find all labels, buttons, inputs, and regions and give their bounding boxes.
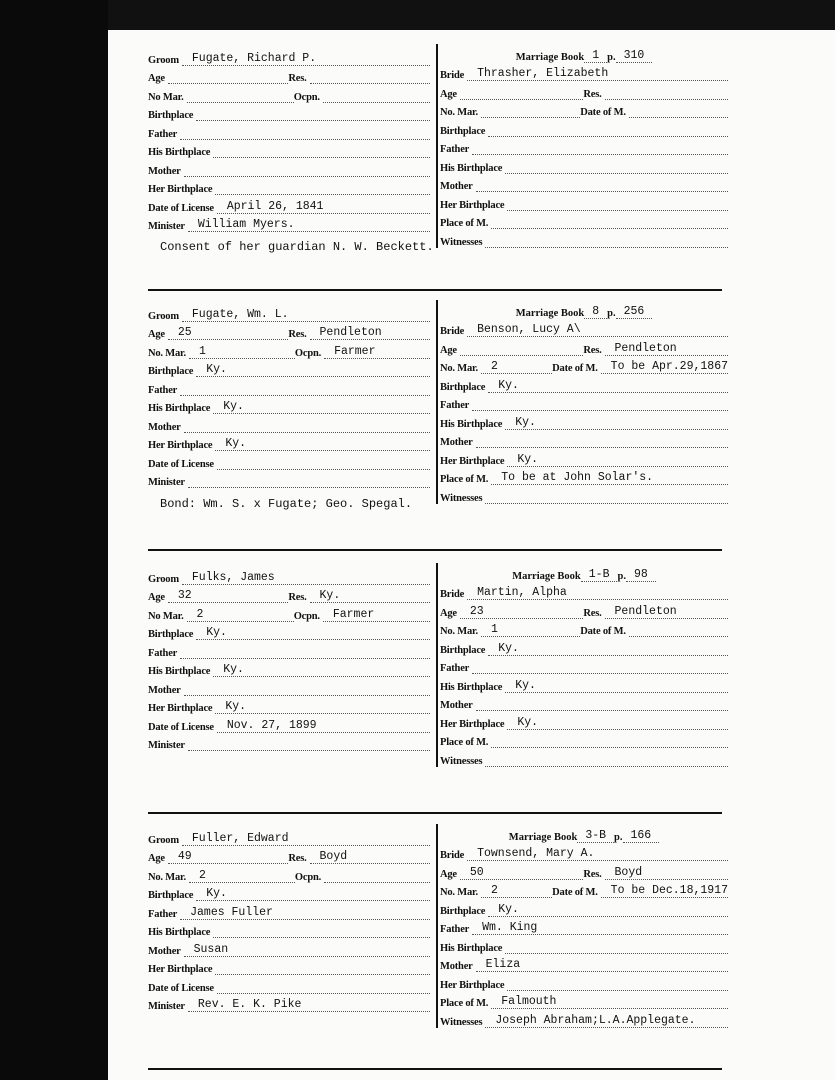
field-label: Ocpn. <box>293 91 320 103</box>
field-label: Father <box>440 663 470 674</box>
field-label: Birthplace <box>440 905 486 917</box>
page-number: 256 <box>616 305 653 319</box>
field-label: Res. <box>288 73 307 84</box>
field-value <box>188 750 430 751</box>
field-value <box>485 247 728 248</box>
form-field-row <box>148 414 430 433</box>
form-field-row <box>440 448 728 467</box>
field-label: Res. <box>288 592 307 603</box>
field-label: Mother <box>440 181 473 192</box>
field-value: 50 <box>460 867 583 880</box>
field-label: Father <box>148 128 178 140</box>
field-label: Place of M. <box>440 218 489 229</box>
field-label: Date of M. <box>552 363 598 374</box>
field-label: Date of M. <box>580 107 626 118</box>
field-value: 2 <box>187 609 294 622</box>
field-label: His Birthplace <box>440 418 503 430</box>
field-label: Groom <box>148 54 179 66</box>
column-divider <box>436 563 438 767</box>
page-label: p. <box>614 831 623 843</box>
form-field-row <box>440 954 728 973</box>
field-value: Ky. <box>505 680 728 693</box>
form-field-row <box>440 600 728 619</box>
field-value: Ky. <box>488 904 728 917</box>
bride-section <box>440 44 728 248</box>
field-value: Fuller, Edward <box>182 833 430 846</box>
field-label: Groom <box>148 573 179 585</box>
field-label: Date of License <box>148 202 214 214</box>
form-field-row <box>148 433 430 452</box>
field-label: Her Birthplace <box>440 199 505 211</box>
form-field-row <box>148 303 430 322</box>
field-value: Townsend, Mary A. <box>467 848 728 861</box>
field-value: 25 <box>168 327 288 340</box>
field-value: Ky. <box>507 717 728 730</box>
field-label: Age <box>440 344 457 356</box>
field-value: Joseph Abraham;L.A.Applegate. <box>485 1015 728 1028</box>
field-label: Age <box>440 607 457 619</box>
page-number: 166 <box>623 829 660 843</box>
field-label: Res. <box>583 868 602 880</box>
column-divider <box>436 300 438 504</box>
field-value: Ky. <box>505 417 728 430</box>
field-label: Date of M. <box>552 887 598 898</box>
field-label: Father <box>440 144 470 155</box>
field-label: Place of M. <box>440 998 489 1009</box>
field-value: Thrasher, Elizabeth <box>467 68 728 81</box>
field-label: Age <box>148 73 165 84</box>
form-field-row <box>440 674 728 693</box>
form-field-row <box>148 883 430 902</box>
column-divider <box>436 824 438 1028</box>
field-value: 2 <box>189 870 295 883</box>
field-label: Date of License <box>148 721 214 733</box>
field-label: Age <box>440 88 457 100</box>
form-field-row <box>440 155 728 174</box>
field-value <box>485 766 728 767</box>
field-label: His Birthplace <box>440 942 503 954</box>
form-field-row <box>148 846 430 865</box>
field-value: 2 <box>481 885 552 898</box>
form-field-row <box>148 359 430 378</box>
form-field-row <box>148 377 430 396</box>
form-field-row <box>148 920 430 939</box>
field-value: Ky. <box>196 364 430 377</box>
field-value: Farmer <box>323 609 430 622</box>
bride-section <box>440 300 728 504</box>
form-field-row <box>440 137 728 156</box>
record-separator <box>148 1068 722 1070</box>
form-field-row <box>148 66 430 85</box>
field-label: Date of License <box>148 458 214 470</box>
form-field-row <box>440 991 728 1010</box>
form-field-row <box>148 585 430 604</box>
field-label: No. Mar. <box>440 363 478 374</box>
form-field-row <box>440 861 728 880</box>
field-label: Res. <box>288 853 307 864</box>
form-field-row <box>440 582 728 601</box>
form-field-row <box>148 640 430 659</box>
record-separator <box>148 289 722 291</box>
field-label: Ocpn. <box>293 610 320 622</box>
form-field-row <box>148 622 430 641</box>
field-value: Ky. <box>196 888 430 901</box>
field-label: Mother <box>148 421 181 433</box>
form-field-row <box>440 374 728 393</box>
field-label: Minister <box>148 477 185 488</box>
marriage-book-number: 1 <box>584 49 607 63</box>
marriage-book-number: 8 <box>584 305 607 319</box>
field-label: Birthplace <box>148 366 194 377</box>
field-value: Ky. <box>196 627 430 640</box>
form-field-row <box>440 656 728 675</box>
field-label: Minister <box>148 740 185 751</box>
form-field-row <box>148 103 430 122</box>
form-field-row <box>148 195 430 214</box>
field-label: Witnesses <box>440 1016 483 1028</box>
field-value: James Fuller <box>180 907 430 920</box>
form-field-row <box>440 411 728 430</box>
field-value: Farmer <box>324 346 430 359</box>
form-field-row <box>148 470 430 489</box>
field-value: Fugate, Richard P. <box>182 53 430 66</box>
form-field-row <box>440 393 728 412</box>
record-separator <box>148 812 722 814</box>
page-label: p. <box>607 307 616 319</box>
form-field-row <box>148 140 430 159</box>
field-label: Age <box>148 592 165 603</box>
form-field-row <box>440 81 728 100</box>
field-label: Her Birthplace <box>440 455 505 467</box>
field-label: Father <box>440 924 470 935</box>
field-label: His Birthplace <box>148 403 211 414</box>
form-field-row <box>440 192 728 211</box>
marriage-book-label: Marriage Book <box>512 570 581 582</box>
field-label: Birthplace <box>440 644 486 656</box>
field-value: 23 <box>460 606 583 619</box>
form-field-row <box>148 975 430 994</box>
field-value: To be at John Solar's. <box>491 472 728 485</box>
form-field-row <box>440 880 728 899</box>
form-field-row <box>440 619 728 638</box>
marriage-book-label: Marriage Book <box>508 831 578 843</box>
field-value: 49 <box>168 851 288 864</box>
field-value: April 26, 1841 <box>217 201 430 214</box>
field-label: Res. <box>288 329 307 340</box>
field-label: Witnesses <box>440 236 483 248</box>
field-label: Her Birthplace <box>440 979 505 991</box>
field-value: Ky. <box>215 438 430 451</box>
field-value: Ky. <box>488 643 728 656</box>
form-field-row <box>440 917 728 936</box>
form-field-row <box>440 63 728 82</box>
marriage-book-number: 3-B <box>577 829 614 843</box>
field-label: Age <box>148 853 165 864</box>
field-value: 32 <box>168 590 288 603</box>
field-label: Age <box>148 329 165 340</box>
field-value <box>485 503 728 504</box>
field-label: Bride <box>440 589 465 600</box>
field-value: Wm. King <box>472 922 728 935</box>
field-value: Ky. <box>488 380 728 393</box>
marriage-book-header <box>440 824 728 843</box>
field-value: Boyd <box>605 867 728 880</box>
field-label: Birthplace <box>148 110 194 121</box>
field-value: Benson, Lucy A\ <box>467 324 728 337</box>
groom-section <box>148 44 430 232</box>
field-label: Res. <box>583 344 602 356</box>
field-value: Boyd <box>310 851 430 864</box>
form-field-row <box>148 714 430 733</box>
marriage-book-header <box>440 563 728 582</box>
scan-border <box>108 0 835 30</box>
marriage-book-label: Marriage Book <box>515 307 585 319</box>
form-field-row <box>148 938 430 957</box>
form-field-row <box>440 711 728 730</box>
form-field-row <box>148 121 430 140</box>
field-value: William Myers. <box>188 219 430 232</box>
field-value: Fulks, James <box>182 572 430 585</box>
field-value: Ky. <box>507 454 728 467</box>
field-label: Father <box>148 384 178 396</box>
form-field-row <box>148 696 430 715</box>
form-field-row <box>440 935 728 954</box>
form-field-row <box>148 47 430 66</box>
field-label: His Birthplace <box>148 147 211 158</box>
field-label: Res. <box>583 607 602 619</box>
form-field-row <box>148 827 430 846</box>
marriage-book-header <box>440 44 728 63</box>
field-label: His Birthplace <box>440 681 503 693</box>
form-field-row <box>148 733 430 752</box>
field-value: Nov. 27, 1899 <box>217 720 430 733</box>
field-label: Mother <box>148 945 181 957</box>
field-label: Birthplace <box>440 125 486 137</box>
page-label: p. <box>607 51 616 63</box>
form-field-row <box>440 430 728 449</box>
record-separator <box>148 549 722 551</box>
field-label: Witnesses <box>440 755 483 767</box>
column-divider <box>436 44 438 248</box>
field-label: Mother <box>440 437 473 448</box>
field-label: Birthplace <box>148 890 194 901</box>
field-label: Groom <box>148 310 179 322</box>
form-field-row <box>148 994 430 1013</box>
page-number: 98 <box>626 568 656 582</box>
form-field-row <box>148 158 430 177</box>
form-field-row <box>440 174 728 193</box>
field-label: Her Birthplace <box>440 718 505 730</box>
groom-section <box>148 824 430 1012</box>
field-label: Date of License <box>148 982 214 994</box>
form-field-row <box>148 214 430 233</box>
field-label: Witnesses <box>440 492 483 504</box>
field-label: Groom <box>148 834 179 846</box>
field-label: No. Mar. <box>148 871 186 883</box>
form-field-row <box>440 898 728 917</box>
field-label: No. Mar. <box>440 107 478 118</box>
field-label: Bride <box>440 326 465 337</box>
form-field-row <box>148 177 430 196</box>
form-field-row <box>440 637 728 656</box>
field-label: Her Birthplace <box>148 184 213 195</box>
field-value: 1 <box>189 346 295 359</box>
form-field-row <box>440 730 728 749</box>
field-value: Martin, Alpha <box>467 587 728 600</box>
field-value: Falmouth <box>491 996 728 1009</box>
field-label: No. Mar. <box>148 347 186 359</box>
page-label: p. <box>617 570 626 582</box>
form-field-row <box>148 566 430 585</box>
field-value: Eliza <box>476 959 728 972</box>
field-value: Fugate, Wm. L. <box>182 309 430 322</box>
field-label: Place of M. <box>440 474 489 485</box>
form-field-row <box>148 451 430 470</box>
field-label: Father <box>440 400 470 411</box>
field-label: Mother <box>148 684 181 696</box>
field-label: Ocpn. <box>294 347 322 359</box>
field-value <box>188 487 430 488</box>
marriage-book-number: 1-B <box>581 568 618 582</box>
field-label: Ocpn. <box>294 871 322 883</box>
form-field-row <box>148 659 430 678</box>
form-field-row <box>148 603 430 622</box>
field-label: Birthplace <box>440 381 486 393</box>
form-field-row <box>440 748 728 767</box>
field-label: Res. <box>583 88 602 100</box>
field-value: Ky. <box>213 401 430 414</box>
field-label: No. Mar. <box>440 887 478 898</box>
field-label: No Mar. <box>148 610 184 622</box>
form-field-row <box>440 229 728 248</box>
field-label: Her Birthplace <box>148 964 213 975</box>
marriage-book-label: Marriage Book <box>515 51 585 63</box>
field-label: Date of M. <box>580 626 626 637</box>
groom-section <box>148 300 430 488</box>
form-field-row <box>148 677 430 696</box>
marriage-book-header <box>440 300 728 319</box>
form-field-row <box>148 84 430 103</box>
field-label: Her Birthplace <box>148 440 213 451</box>
field-value: Ky. <box>215 701 430 714</box>
record-note: Consent of her guardian N. W. Beckett. <box>160 240 434 254</box>
field-value: Pendleton <box>605 343 728 356</box>
field-label: Father <box>148 908 178 920</box>
form-field-row <box>440 100 728 119</box>
field-label: Place of M. <box>440 737 489 748</box>
field-value: Ky. <box>213 664 430 677</box>
field-label: Father <box>148 647 178 659</box>
form-field-row <box>440 211 728 230</box>
field-label: No Mar. <box>148 91 184 103</box>
field-value: 2 <box>481 361 552 374</box>
field-label: His Birthplace <box>148 927 211 938</box>
page-number: 310 <box>616 49 653 63</box>
field-label: Her Birthplace <box>148 703 213 714</box>
form-field-row <box>440 485 728 504</box>
field-label: Minister <box>148 221 185 232</box>
form-field-row <box>148 864 430 883</box>
field-value: Ky. <box>310 590 430 603</box>
form-field-row <box>440 693 728 712</box>
record-note: Bond: Wm. S. x Fugate; Geo. Spegal. <box>160 497 413 511</box>
bride-section <box>440 563 728 767</box>
form-field-row <box>440 337 728 356</box>
field-label: His Birthplace <box>148 666 211 677</box>
form-field-row <box>440 1009 728 1028</box>
form-field-row <box>440 843 728 862</box>
form-field-row <box>440 118 728 137</box>
field-value: Rev. E. K. Pike <box>188 999 430 1012</box>
groom-section <box>148 563 430 751</box>
field-label: No. Mar. <box>440 626 478 637</box>
field-value: Pendleton <box>310 327 430 340</box>
form-field-row <box>148 396 430 415</box>
bride-section <box>440 824 728 1028</box>
field-value: To be Dec.18,1917 <box>601 885 728 898</box>
form-field-row <box>440 356 728 375</box>
field-label: Birthplace <box>148 629 194 640</box>
field-value: Susan <box>184 944 430 957</box>
form-field-row <box>148 340 430 359</box>
form-field-row <box>148 322 430 341</box>
form-field-row <box>148 957 430 976</box>
field-label: Bride <box>440 70 465 81</box>
field-label: Minister <box>148 1001 185 1012</box>
form-field-row <box>440 319 728 338</box>
field-label: Mother <box>148 165 181 177</box>
form-field-row <box>440 972 728 991</box>
form-field-row <box>440 467 728 486</box>
form-field-row <box>148 901 430 920</box>
field-value: To be Apr.29,1867 <box>601 361 728 374</box>
field-label: Age <box>440 868 457 880</box>
field-label: Bride <box>440 850 465 861</box>
field-label: Mother <box>440 700 473 711</box>
field-label: His Birthplace <box>440 162 503 174</box>
field-label: Mother <box>440 961 473 972</box>
field-value: Pendleton <box>605 606 728 619</box>
field-value: 1 <box>481 624 580 637</box>
